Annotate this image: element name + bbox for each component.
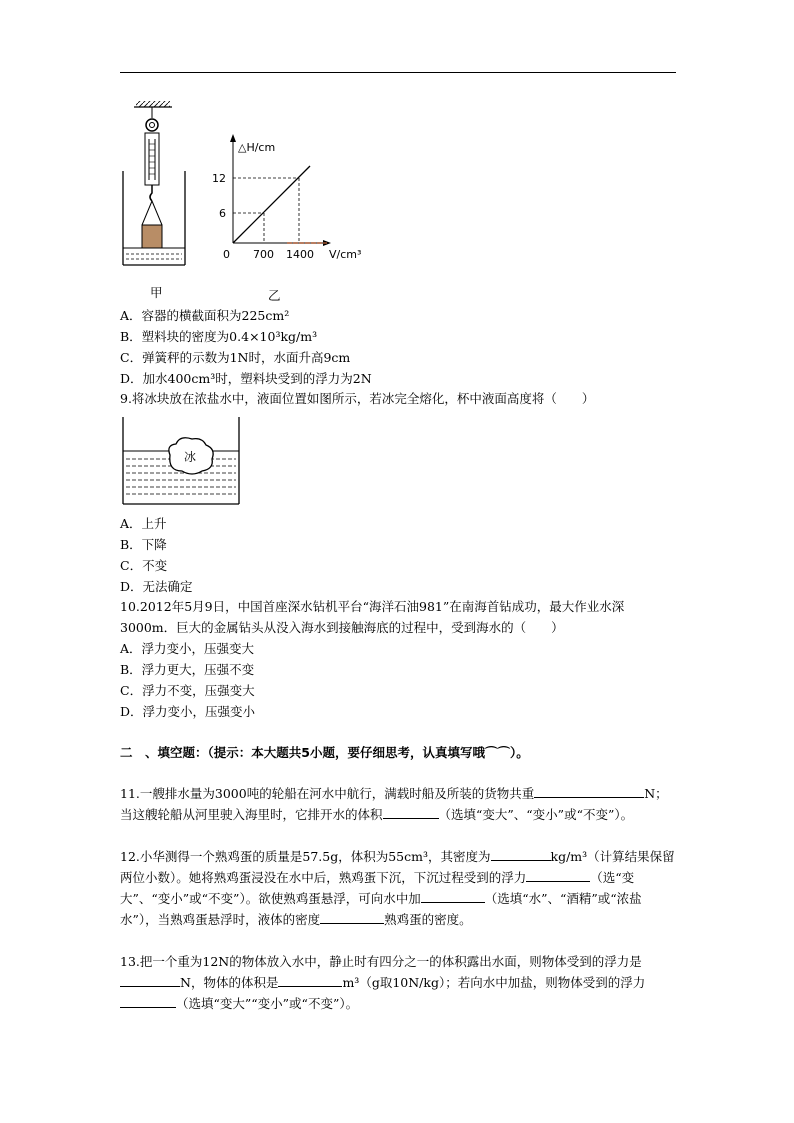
q8-option-d: D．加水400cm³时，塑料块受到的浮力为2N [120, 371, 372, 386]
ice-label: 冰 [184, 450, 197, 464]
y-axis-label: △H/cm [238, 141, 276, 154]
q13-text-2: N，物体的体积是 [180, 975, 279, 990]
q12-text-2: kg/m³（计算结果保留两位小数）。她将熟鸡蛋浸没在水中后，熟鸡蛋下沉，下沉过程受到的浮力 [120, 849, 675, 885]
q8-option-b: B．塑料块的密度为0.4×10³kg/m³ [120, 329, 318, 344]
graph-line [233, 166, 310, 243]
q11-blank-2[interactable] [383, 805, 439, 819]
figure-jia-caption: 甲 [150, 285, 163, 300]
q12-text-5: 熟鸡蛋的密度。 [384, 912, 472, 927]
q11 [120, 783, 676, 825]
section-2-heading: 二 、填空题：（提示：本大题共5小题，要仔细思考，认真填写哦⌒⌒）。 [120, 745, 529, 760]
x-tick-1400: 1400 [286, 248, 314, 261]
q11-text-2: N；当这艘轮船从河里驶入海里时，它排开水的体积 [120, 786, 668, 822]
q12 [120, 846, 676, 930]
figure-yi-caption: 乙 [268, 288, 281, 303]
header-rule [120, 72, 676, 73]
q13 [120, 951, 676, 1014]
q13-blank-2[interactable] [278, 973, 342, 987]
y-tick-12: 12 [212, 172, 226, 185]
q12-blank-1[interactable] [491, 847, 551, 861]
q12-blank-4[interactable] [320, 910, 384, 924]
ceiling-hatch [136, 101, 170, 107]
q9-option-b: B．下降 [120, 537, 167, 552]
x-tick-700: 700 [253, 248, 274, 261]
y-tick-6: 6 [219, 207, 226, 220]
q10-stem: 10.2012年5月9日，中国首座深水钻机平台“海洋石油981”在南海首钻成功，最大作业水深3000m．巨大的金属钻头从没入海水到接触海底的过程中，受到海水的（ ） [120, 599, 625, 635]
q13-text-3: m³（g取10N/kg）；若向水中加盐，则物体受到的浮力 [342, 975, 646, 990]
q13-text-4: （选填“变大”“变小”或“不变”）。 [176, 996, 359, 1011]
hook [150, 185, 152, 201]
q10-option-b: B．浮力更大，压强不变 [120, 662, 255, 677]
q11-text-3: （选填“变大”、“变小”或“不变”）。 [438, 807, 634, 822]
q11-blank-1[interactable] [534, 784, 644, 798]
x-axis-label: V/cm³ [329, 248, 362, 261]
q9-option-d: D．无法确定 [120, 579, 193, 594]
q8-option-c: C．弹簧秤的示数为1N时，水面升高9cm [120, 350, 351, 365]
q9-option-a: A．上升 [120, 516, 167, 531]
figure-q9-ice-beaker [120, 415, 242, 507]
plastic-block [142, 225, 162, 248]
q9-option-c: C．不变 [120, 558, 168, 573]
q13-blank-3[interactable] [120, 994, 176, 1008]
q13-blank-1[interactable] [120, 973, 180, 987]
q10-option-d: D．浮力变小，压强变小 [120, 704, 256, 719]
q12-text-4: （选填“水”、“酒精”或“浓盐水”），当熟鸡蛋悬浮时，液体的密度 [120, 891, 642, 927]
q12-blank-2[interactable] [526, 868, 590, 882]
q11-text-1: 11.一艘排水量为3000吨的轮船在河水中航行，满载时船及所装的货物共重 [120, 786, 535, 801]
figure-yi-graph [205, 130, 370, 265]
figure-jia-apparatus [118, 98, 196, 273]
q12-text-3: （选“变大”、“变小”或“不变”）。欲使熟鸡蛋悬浮，可向水中加 [120, 870, 635, 906]
top-ring [146, 119, 158, 131]
q13-text-1: 13.把一个重为12N的物体放入水中，静止时有四分之一的体积露出水面，则物体受到的浮力是 [120, 954, 642, 969]
q12-blank-3[interactable] [421, 889, 485, 903]
q10-option-c: C．浮力不变，压强变大 [120, 683, 255, 698]
origin-label: 0 [223, 248, 230, 261]
spring-scale-body [145, 133, 159, 185]
q8-option-a: A．容器的横截面积为225cm² [120, 308, 290, 323]
q9-stem: 9.将冰块放在浓盐水中，液面位置如图所示，若冰完全熔化，杯中液面高度将（ ） [120, 391, 595, 406]
q12-text-1: 12.小华测得一个熟鸡蛋的质量是57.5g，体积为55cm³，其密度为 [120, 849, 491, 864]
q10-option-a: A．浮力变小，压强变大 [120, 641, 255, 656]
